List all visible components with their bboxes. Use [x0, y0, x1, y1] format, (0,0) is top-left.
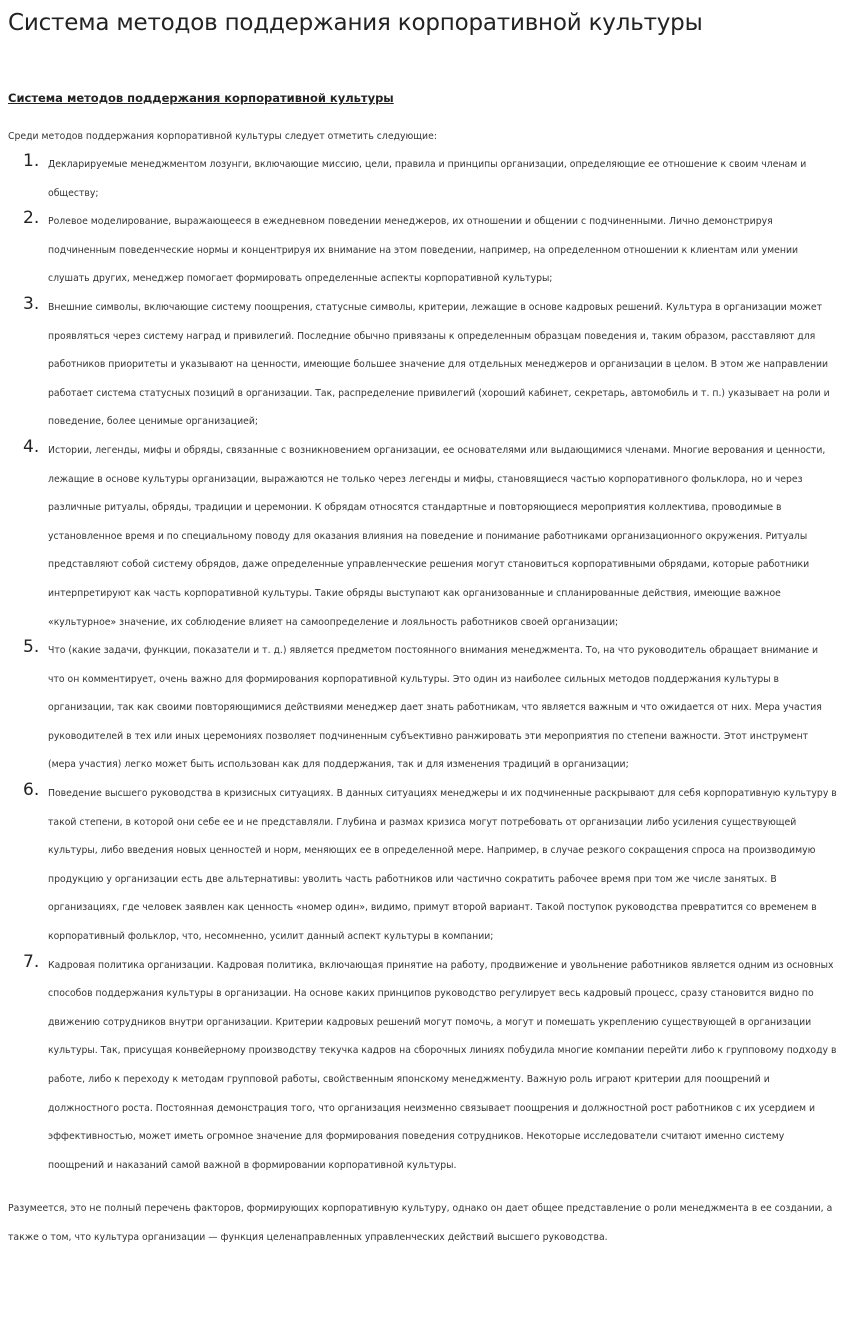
- list-item: [8, 952, 839, 1181]
- list-item-text: Ролевое моделирование, выражающееся в ежедневном поведении менеджеров, их отношении и общении с подчиненными. Лично демонстрируя подчиненным поведенческие нормы и концентрируя их внимание на этом поведении, например, на определенном отношении к клиентам или умении слушать других, менеджер помогает формировать определенные аспекты корпоративной культуры;: [48, 216, 799, 285]
- list-item-number: 3.: [23, 293, 40, 314]
- list-item-number: 1.: [23, 151, 40, 171]
- list-item-text: Поведение высшего руководства в кризисных ситуациях. В данных ситуациях менеджеры и их подчиненные раскрывают для себя корпоративную культуру в такой степени, в которой они себе ее и не представляли. Глубина и размах кризиса могут потребовать от организации либо усиления существующей культуры, либо введения новых ценностей и норм, меняющих ее в определенной мере. Например, в случае резкого сокращения спроса на производимую продукцию у организации есть две альтернативы: уволить часть работников или частично сократить рабочее время при том же числе занятых. В организациях, где человек заявлен как ценность «номер один», видимо, примут второй вариант. Такой поступок руководства превратится со временем в корпоративный фольклор, что, несомненно, усилит данный аспект культуры в компании;: [48, 788, 837, 943]
- page-title: Система методов поддержания корпоративной культуры: [8, 10, 703, 36]
- methods-list: [8, 151, 839, 1180]
- list-item: [8, 437, 839, 637]
- list-item-number: 5.: [23, 637, 40, 658]
- list-item: [8, 151, 839, 208]
- list-item: [8, 637, 839, 780]
- list-item-number: 6.: [23, 780, 40, 801]
- list-item: [8, 208, 839, 294]
- list-item-text: Истории, легенды, мифы и обряды, связанные с возникновением организации, ее основателями или выдающимися членами. Многие верования и ценности, лежащие в основе культуры организации, выражаются не только через легенды и мифы, становящиеся частью корпоративного фольклора, но и через различные ритуалы, обряды, традиции и церемонии. К обрядам относятся стандартные и повторяющиеся мероприятия коллектива, проводимые в установленное время и по специальному поводу для оказания влияния на поведение и понимание работниками организационного окружения. Ритуалы представляют собой систему обрядов, даже определенные управленческие решения могут становиться корпоративными обрядами, которые работники интерпретируют как часть корпоративной культуры. Такие обряды выступают как организованные и спланированные действия, имеющие важное «культурное» значение, их соблюдение влияет на самоопределение и лояльность работников своей организации;: [48, 444, 826, 628]
- conclusion-paragraph: Разумеется, это не полный перечень факторов, формирующих корпоративную культуру, однако он дает общее представление о роли менеджмента в ее создании, а также о том, что культура организации — функция целенаправленных управленческих действий высшего руководства.: [8, 1203, 833, 1243]
- section-heading: Система методов поддержания корпоративной культуры: [8, 91, 394, 105]
- intro-paragraph: Среди методов поддержания корпоративной культуры следует отметить следующие:: [8, 131, 437, 142]
- list-item-text: Декларируемые менеджментом лозунги, включающие миссию, цели, правила и принципы организации, определяющие ее отношение к своим членам и обществу;: [48, 159, 807, 199]
- list-item-number: 7.: [23, 951, 40, 972]
- list-item-text: Внешние символы, включающие систему поощрения, статусные символы, критерии, лежащие в основе кадровых решений. Культура в организации может проявляться через систему наград и привилегий. Последние обычно привязаны к определенным образцам поведения и, таким образом, расставляют для работников приоритеты и указывают на ценности, имеющие большее значение для отдельных менеджеров и организации в целом. В этом же направлении работает система статусных позиций в организации. Так, распределение привилегий (хороший кабинет, секретарь, автомобиль и т. п.) указывает на роли и поведение, более ценимые организацией;: [48, 301, 830, 428]
- list-item: [8, 294, 839, 437]
- list-item-text: Кадровая политика организации. Кадровая политика, включающая принятие на работу, продвижение и увольнение работников является одним из основных способов поддержания культуры в организации. На основе каких принципов руководство регулирует весь кадровый процесс, сразу становится видно по движению сотрудников внутри организации. Критерии кадровых решений могут помочь, а могут и помешать укреплению существующей в организации культуры. Так, присущая конвейерному производству текучка кадров на сборочных линиях побудила многие компании перейти либо к групповому подходу в работе, либо к переходу к методам групповой работы, свойственным японскому менеджменту. Важную роль играют критерии для поощрений и должностного роста. Постоянная демонстрация того, что организация неизменно связывает поощрения и должностной рост работников с их усердием и эффективностью, может иметь огромное значение для формирования поведения сотрудников. Некоторые исследователи считают именно систему поощрений и наказаний самой важной в формировании корпоративной культуры.: [48, 959, 837, 1171]
- list-item-number: 2.: [23, 208, 40, 229]
- list-item-number: 4.: [23, 436, 40, 457]
- list-item: [8, 780, 839, 952]
- list-item-text: Что (какие задачи, функции, показатели и т. д.) является предметом постоянного внимания менеджмента. То, на что руководитель обращает внимание и что он комментирует, очень важно для формирования корпоративной культуры. Это один из наиболее сильных методов поддержания культуры в организации, так как своими повторяющимися действиями менеджер дает знать работникам, что является важным и что ожидается от них. Мера участия руководителей в тех или иных церемониях позволяет подчиненным субъективно ранжировать эти мероприятия по степени важности. Этот инструмент (мера участия) легко может быть использован как для поддержания, так и для изменения традиций в организации;: [48, 645, 822, 771]
